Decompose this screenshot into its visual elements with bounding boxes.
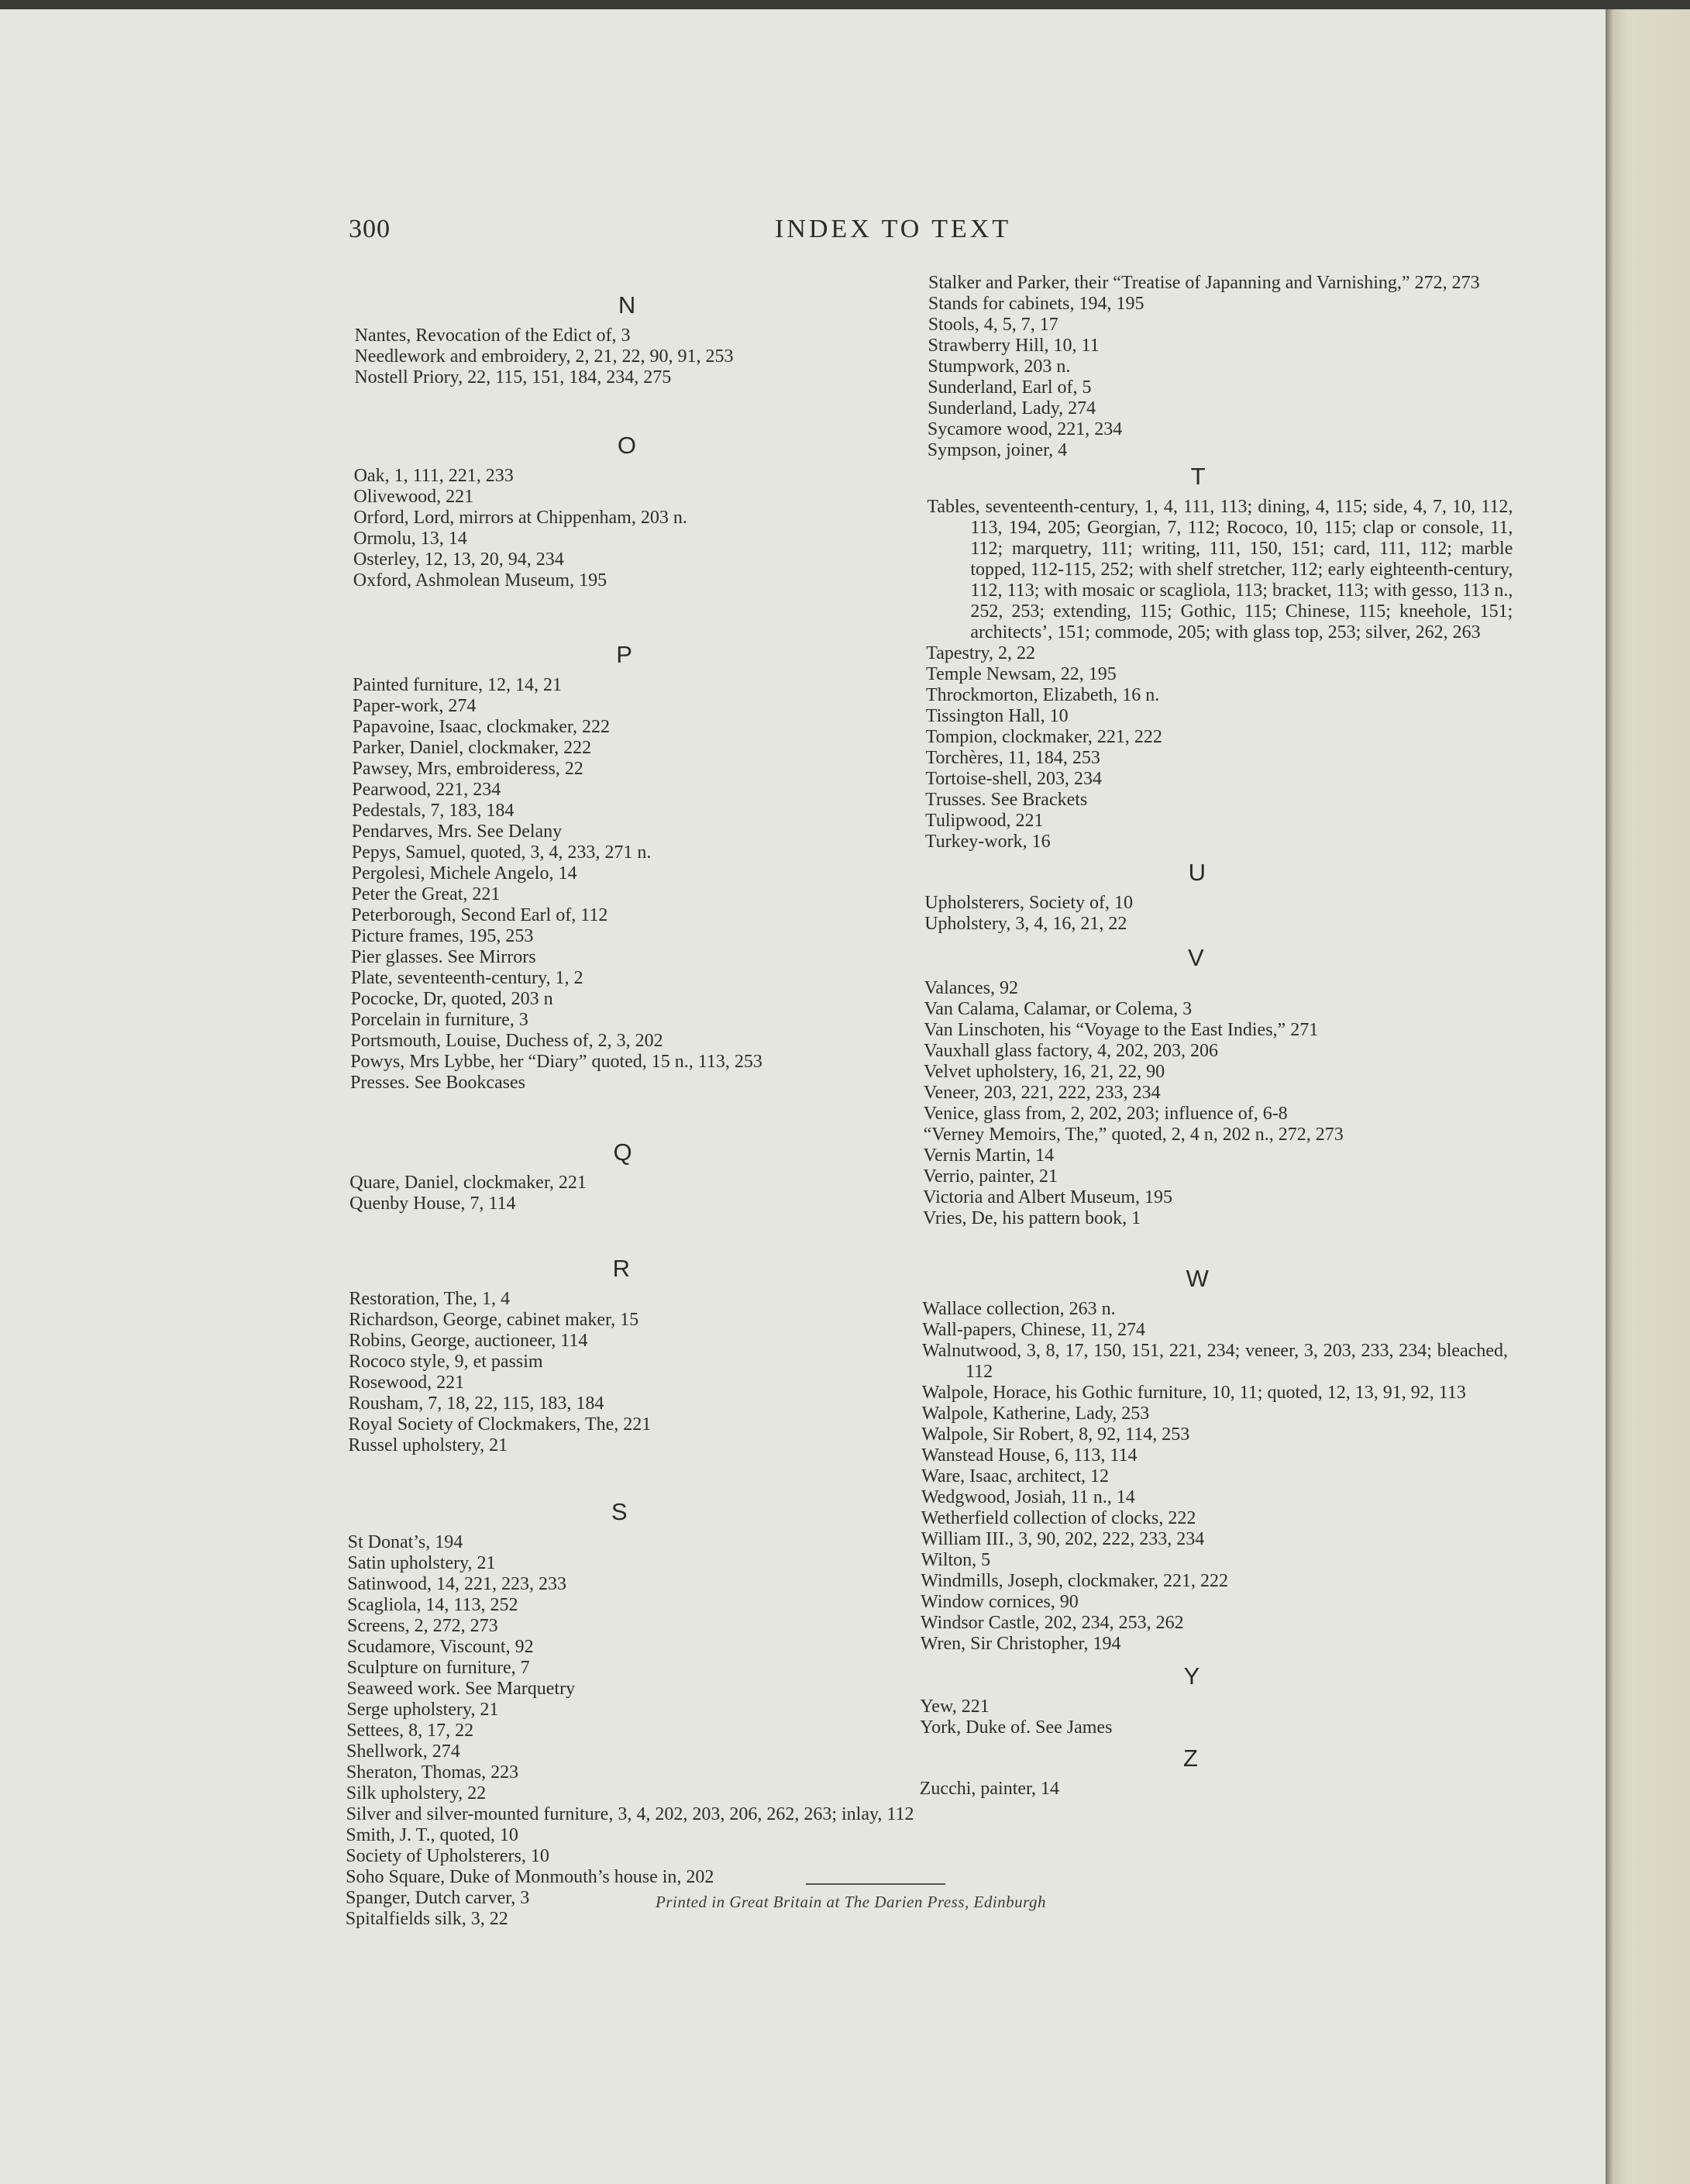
index-entry: Olivewood, 221	[353, 487, 474, 507]
index-entry: Yew, 221	[920, 1697, 990, 1717]
index-entry: Walnutwood, 3, 8, 17, 150, 151, 221, 234; veneer, 3, 203, 233, 234; bleached, 112	[922, 1341, 1509, 1382]
index-entry: Oak, 1, 111, 221, 233	[353, 466, 514, 486]
index-entry: Plate, seventeenth-century, 1, 2	[350, 968, 583, 988]
section-letter-t: T	[1190, 463, 1206, 490]
index-entry: Pendarves, Mrs. See Delany	[351, 822, 563, 842]
index-entry: Windmills, Joseph, clockmaker, 221, 222	[921, 1571, 1228, 1591]
index-entry: Peterborough, Second Earl of, 112	[351, 905, 608, 925]
index-entry: Sheraton, Thomas, 223	[346, 1762, 519, 1783]
index-entry: Upholsterers, Society of, 10	[924, 893, 1133, 913]
index-entry: Ormolu, 13, 14	[353, 529, 467, 549]
section-letter-y: Y	[1183, 1662, 1201, 1690]
index-entry: Smith, J. T., quoted, 10	[346, 1825, 518, 1845]
page-number: 300	[349, 215, 391, 243]
index-entry: Portsmouth, Louise, Duchess of, 2, 3, 202	[350, 1031, 663, 1051]
index-entry: Trusses. See Brackets	[925, 790, 1088, 810]
index-entry: Paper-work, 274	[352, 696, 477, 716]
index-entry: Screens, 2, 272, 273	[346, 1616, 498, 1636]
index-entry: Pergolesi, Michele Angelo, 14	[351, 863, 577, 884]
index-entry: Venice, glass from, 2, 202, 203; influence of, 6-8	[923, 1104, 1288, 1124]
book-page	[0, 9, 1606, 2184]
index-entry: Tables, seventeenth-century, 1, 4, 111, 113; dining, 4, 115; side, 4, 7, 10, 112, 113, 194, 205; Georgian, 7, 112; Rococo, 10, 115; clap or console, 11, 112; marquetry, 111; writing, 111, 150, 151; card, 111, 112; marble topped, 112-115, 252; with shelf stretcher, 112; early eighteenth-century, 112, 113; with mosaic or scagliola, 113; bracket, 113; with gesso, 113 n., 252, 253; extending, 115; Gothic, 115; Chinese, 115; kneehole, 151; architects’, 151; commode, 205; with glass top, 253; silver, 262, 263	[927, 497, 1513, 642]
index-entry: Shellwork, 274	[346, 1741, 460, 1762]
printer-imprint: Printed in Great Britain at The Darien Press, Edinburgh	[656, 1893, 1047, 1911]
section-letter-r: R	[612, 1255, 632, 1282]
index-entry: Velvet upholstery, 16, 21, 22, 90	[924, 1062, 1165, 1082]
index-entry: Wedgwood, Josiah, 11 n., 14	[921, 1487, 1135, 1507]
index-entry: Rococo style, 9, et passim	[348, 1352, 543, 1372]
index-entry: Porcelain in furniture, 3	[350, 1010, 528, 1030]
section-letter-z: Z	[1182, 1745, 1199, 1772]
index-entry: Turkey-work, 16	[924, 832, 1051, 852]
index-entry: Quenby House, 7, 114	[349, 1194, 516, 1214]
index-entry: Stools, 4, 5, 7, 17	[928, 315, 1058, 335]
section-letter-s: S	[611, 1498, 628, 1525]
index-entry: Victoria and Albert Museum, 195	[923, 1187, 1173, 1207]
index-entry: Restoration, The, 1, 4	[349, 1289, 510, 1309]
index-entry: Upholstery, 3, 4, 16, 21, 22	[924, 914, 1127, 934]
index-entry: Wanstead House, 6, 113, 114	[921, 1445, 1138, 1466]
index-entry: Presses. See Bookcases	[350, 1073, 525, 1093]
index-entry: Scagliola, 14, 113, 252	[347, 1595, 518, 1615]
index-entry: Walpole, Sir Robert, 8, 92, 114, 253	[921, 1424, 1190, 1445]
index-entry: Quare, Daniel, clockmaker, 221	[349, 1173, 587, 1193]
index-entry: Van Calama, Calamar, or Colema, 3	[924, 999, 1193, 1019]
index-entry: Tompion, clockmaker, 221, 222	[925, 727, 1162, 747]
index-entry: Papavoine, Isaac, clockmaker, 222	[352, 717, 610, 737]
next-page-edge	[1606, 9, 1690, 2184]
index-entry: Wilton, 5	[921, 1550, 991, 1570]
index-entry: Soho Square, Duke of Monmouth’s house in, 202	[346, 1867, 714, 1887]
index-entry: Wall-papers, Chinese, 11, 274	[922, 1320, 1145, 1340]
index-entry: Verrio, painter, 21	[923, 1166, 1058, 1187]
index-entry: Pedestals, 7, 183, 184	[352, 801, 515, 821]
index-entry: St Donat’s, 194	[347, 1532, 463, 1552]
index-entry: Settees, 8, 17, 22	[346, 1721, 474, 1741]
index-entry: Vries, De, his pattern book, 1	[923, 1208, 1141, 1228]
index-entry: Powys, Mrs Lybbe, her “Diary” quoted, 15 n., 113, 253	[350, 1052, 762, 1072]
index-entry: Temple Newsam, 22, 195	[926, 664, 1117, 684]
index-entry: Spanger, Dutch carver, 3	[345, 1888, 530, 1908]
index-entry: Society of Upholsterers, 10	[346, 1846, 549, 1866]
index-entry: Walpole, Horace, his Gothic furniture, 10, 11; quoted, 12, 13, 91, 92, 113	[921, 1383, 1466, 1403]
index-entry: Tortoise-shell, 203, 234	[925, 769, 1102, 789]
section-letter-o: O	[617, 432, 637, 459]
index-entry: Ware, Isaac, architect, 12	[921, 1466, 1110, 1486]
section-letter-q: Q	[613, 1139, 633, 1166]
index-entry: Strawberry Hill, 10, 11	[928, 336, 1100, 356]
index-entry: Satin upholstery, 21	[347, 1553, 496, 1573]
index-entry: Sympson, joiner, 4	[927, 440, 1068, 460]
index-entry: Rosewood, 221	[348, 1373, 465, 1393]
index-entry: Vernis Martin, 14	[923, 1145, 1055, 1166]
page-header	[0, 215, 1606, 261]
index-entry: Pier glasses. See Mirrors	[350, 947, 536, 967]
index-entry: Pococke, Dr, quoted, 203 n	[350, 989, 553, 1009]
index-entry: Needlework and embroidery, 2, 21, 22, 90, 91, 253	[354, 346, 734, 367]
index-entry: Walpole, Katherine, Lady, 253	[921, 1404, 1150, 1424]
index-entry: Robins, George, auctioneer, 114	[349, 1331, 588, 1351]
index-entry: Richardson, George, cabinet maker, 15	[349, 1310, 639, 1330]
index-entry: Oxford, Ashmolean Museum, 195	[353, 570, 608, 591]
section-letter-n: N	[618, 291, 637, 319]
index-entry: Pawsey, Mrs, embroideress, 22	[352, 759, 583, 779]
index-entry: Royal Society of Clockmakers, The, 221	[348, 1414, 652, 1435]
page-title: INDEX TO TEXT	[775, 215, 1012, 243]
scan-top-border	[0, 0, 1690, 9]
index-entry: Van Linschoten, his “Voyage to the East Indies,” 271	[924, 1020, 1319, 1040]
index-entry: Wren, Sir Christopher, 194	[920, 1634, 1121, 1654]
index-entry: Sunderland, Lady, 274	[928, 398, 1096, 419]
index-entry: “Verney Memoirs, The,” quoted, 2, 4 n, 202 n., 272, 273	[923, 1125, 1344, 1145]
index-entry: Spitalfields silk, 3, 22	[345, 1909, 508, 1929]
footer-divider	[806, 1883, 945, 1885]
index-entry: Torchères, 11, 184, 253	[925, 748, 1100, 768]
index-entry: Vauxhall glass factory, 4, 202, 203, 206	[924, 1041, 1218, 1061]
index-entry: York, Duke of. See James	[920, 1717, 1113, 1738]
index-entry: Seaweed work. See Marquetry	[346, 1679, 576, 1699]
index-entry: Tulipwood, 221	[925, 811, 1044, 831]
index-entry: Zucchi, painter, 14	[919, 1779, 1060, 1799]
index-entry: Russel upholstery, 21	[348, 1435, 508, 1455]
section-letter-u: U	[1188, 859, 1206, 886]
index-entry: Nantes, Revocation of the Edict of, 3	[354, 326, 631, 346]
index-entry: Windsor Castle, 202, 234, 253, 262	[920, 1613, 1184, 1633]
index-entry: Window cornices, 90	[921, 1592, 1079, 1612]
index-entry: Wetherfield collection of clocks, 222	[921, 1508, 1196, 1528]
index-entry: Sculpture on furniture, 7	[346, 1658, 530, 1678]
index-entry: Sunderland, Earl of, 5	[928, 377, 1092, 398]
index-entry: Painted furniture, 12, 14, 21	[353, 675, 562, 695]
index-entry: Wallace collection, 263 n.	[922, 1299, 1116, 1319]
index-entry: Pepys, Samuel, quoted, 3, 4, 233, 271 n.	[351, 842, 652, 863]
index-entry: Sycamore wood, 221, 234	[927, 419, 1123, 439]
index-entry: Stalker and Parker, their “Treatise of Japanning and Varnishing,” 272, 273	[928, 273, 1480, 293]
index-entry: Serge upholstery, 21	[346, 1700, 499, 1720]
index-entry: William III., 3, 90, 202, 222, 233, 234	[921, 1529, 1205, 1549]
index-entry: Veneer, 203, 221, 222, 233, 234	[923, 1083, 1161, 1103]
index-entry: Stumpwork, 203 n.	[928, 357, 1071, 377]
section-letter-p: P	[616, 641, 633, 668]
index-entry: Parker, Daniel, clockmaker, 222	[352, 738, 592, 758]
index-entry: Osterley, 12, 13, 20, 94, 234	[353, 549, 564, 570]
index-entry: Stands for cabinets, 194, 195	[928, 294, 1144, 314]
index-entry: Tissington Hall, 10	[925, 706, 1069, 726]
index-entry: Valances, 92	[924, 978, 1019, 998]
section-letter-v: V	[1187, 944, 1205, 971]
index-entry: Rousham, 7, 18, 22, 115, 183, 184	[348, 1393, 604, 1414]
index-entry: Orford, Lord, mirrors at Chippenham, 203 n.	[353, 508, 687, 528]
index-entry: Peter the Great, 221	[351, 884, 501, 904]
index-entry: Scudamore, Viscount, 92	[346, 1637, 534, 1657]
index-entry: Satinwood, 14, 221, 223, 233	[347, 1574, 566, 1594]
index-entry: Pearwood, 221, 234	[352, 780, 501, 800]
index-entry: Nostell Priory, 22, 115, 151, 184, 234, 275	[354, 367, 672, 388]
index-entry: Picture frames, 195, 253	[351, 926, 534, 946]
index-entry: Silk upholstery, 22	[346, 1783, 487, 1803]
section-letter-w: W	[1186, 1265, 1210, 1292]
index-entry: Silver and silver-mounted furniture, 3, 4, 202, 203, 206, 262, 263; inlay, 112	[346, 1804, 914, 1824]
index-entry: Throckmorton, Elizabeth, 16 n.	[925, 685, 1160, 705]
index-entry: Tapestry, 2, 22	[926, 643, 1035, 663]
